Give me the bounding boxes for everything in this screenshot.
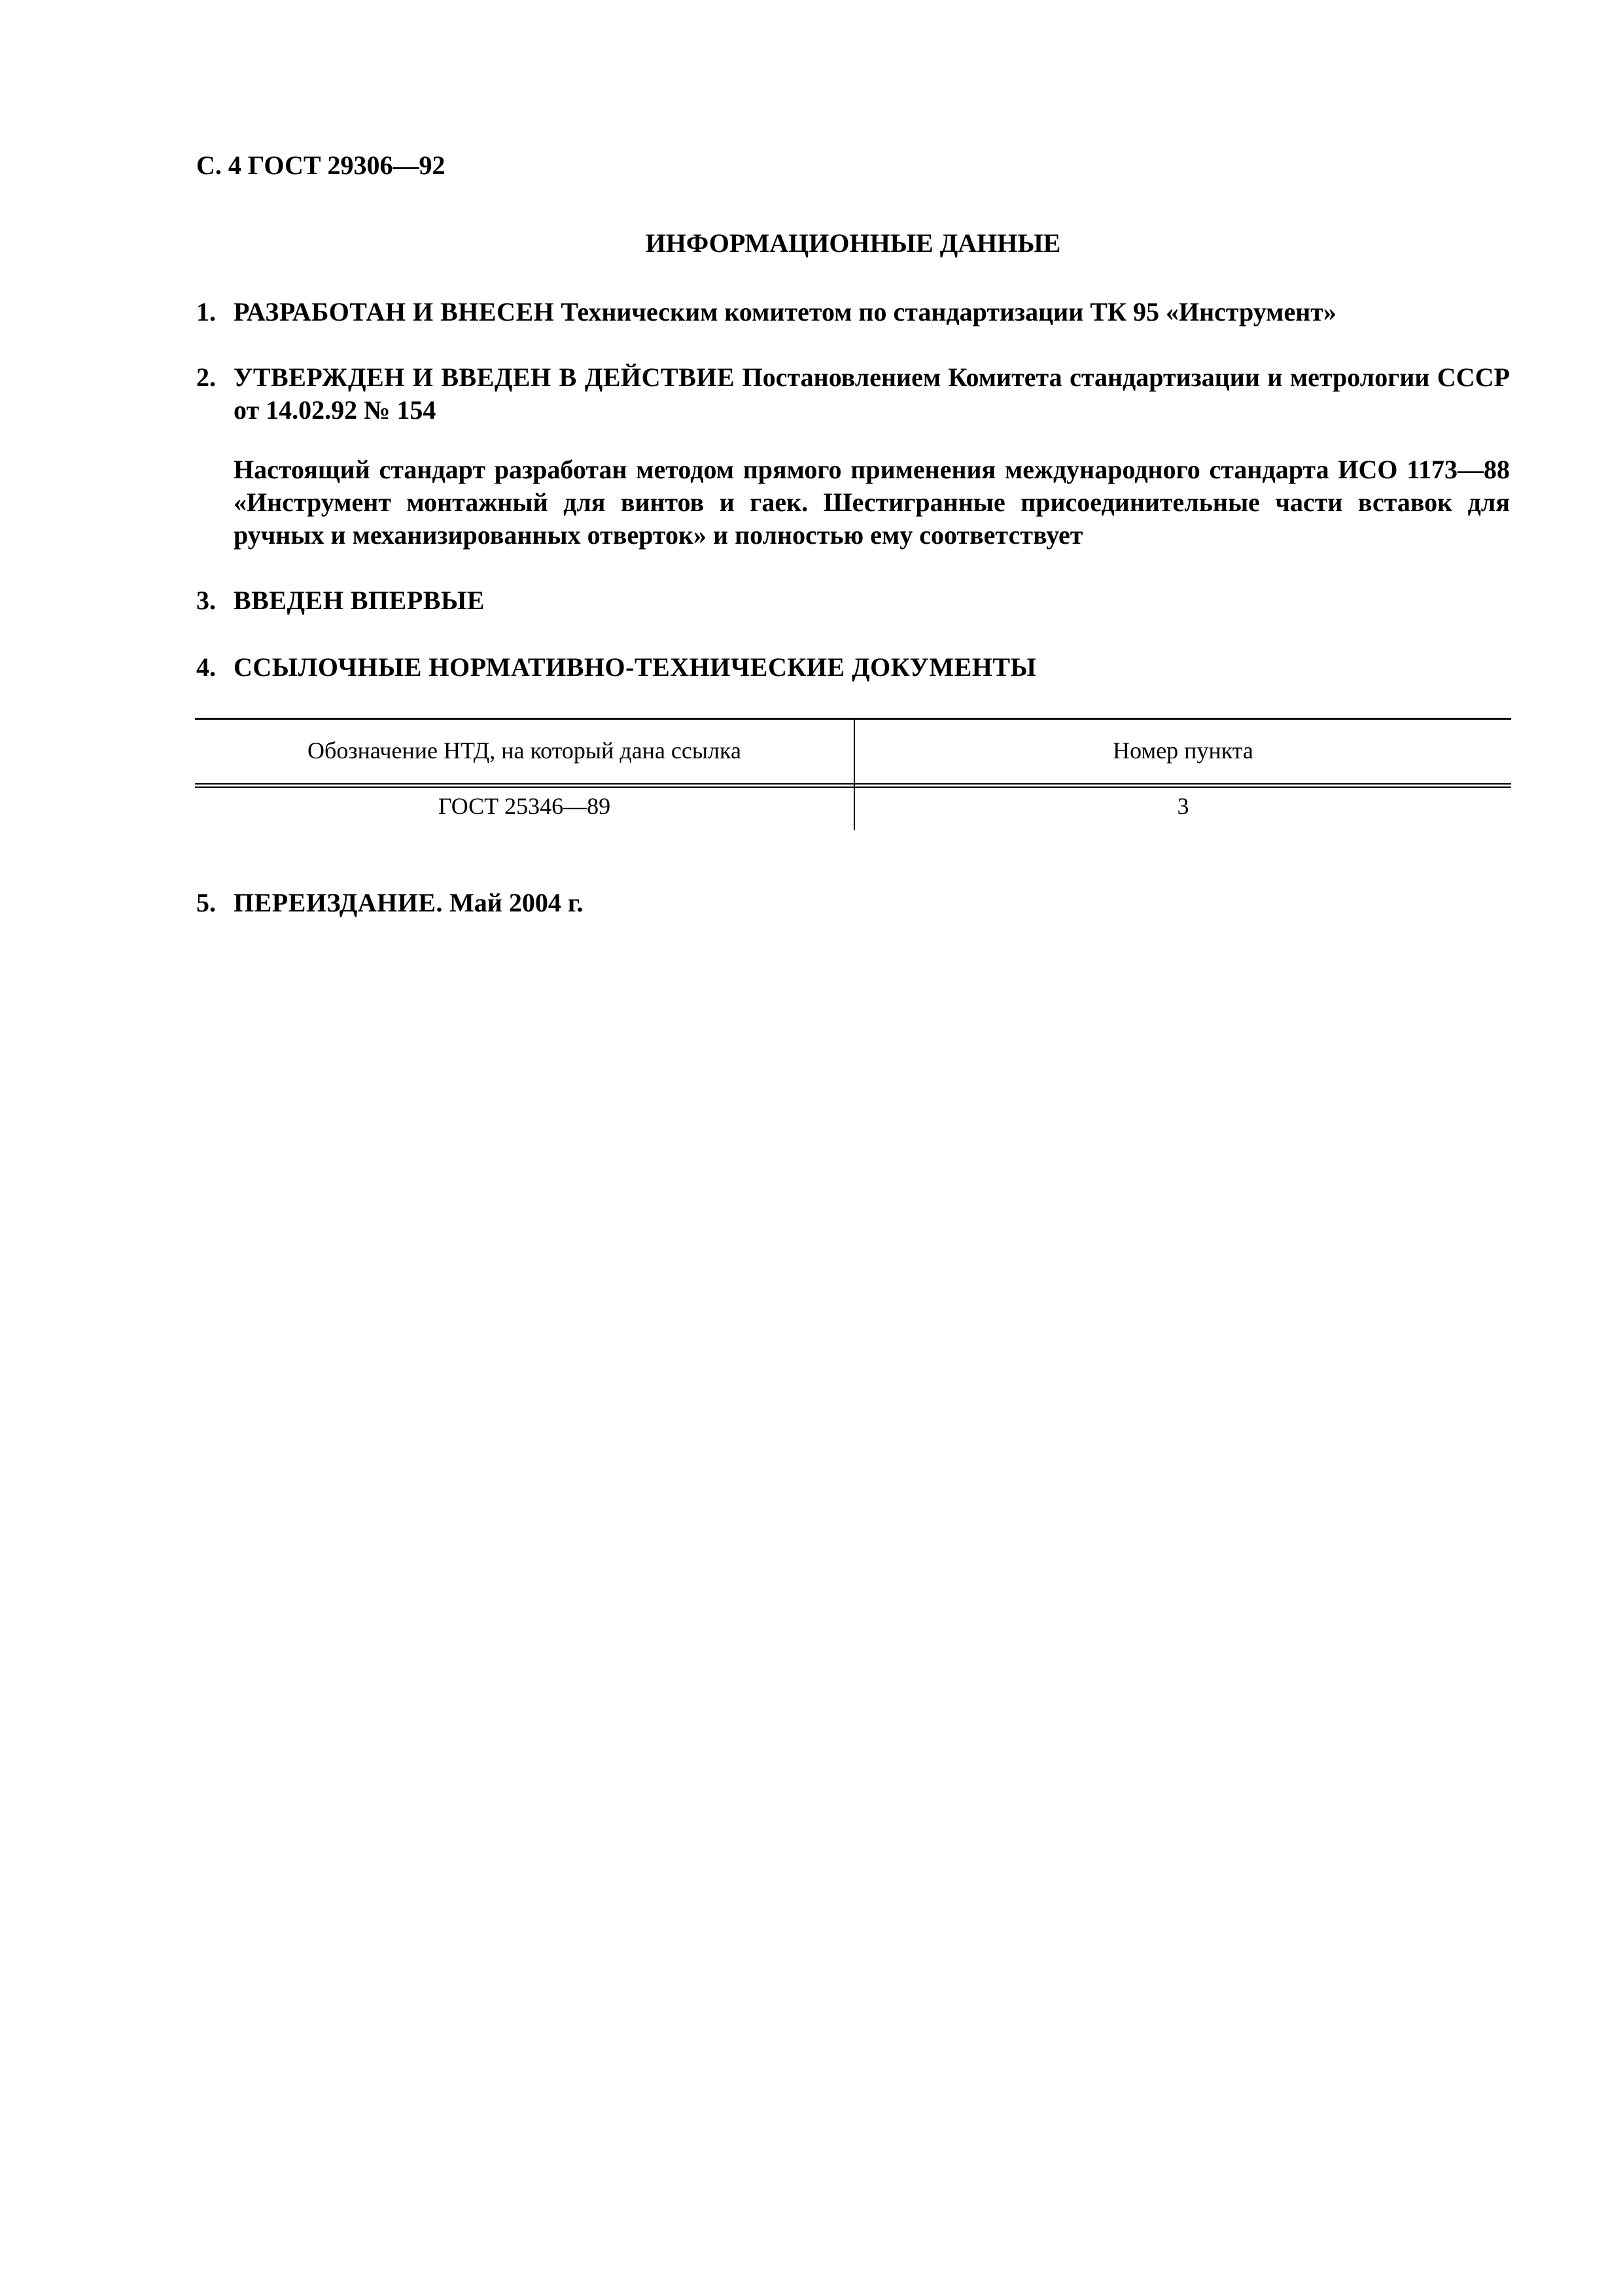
item-number: 3. — [196, 586, 216, 615]
table-header-designation: Обозначение НТД, на который дана ссылка — [307, 737, 741, 764]
item-number: 4. — [196, 652, 216, 682]
section-title: ИНФОРМАЦИОННЫЕ ДАННЫЕ — [645, 228, 1061, 258]
item-text: Техническим комитетом по стандартизации ТК 95 «Инструмент» — [561, 297, 1336, 327]
item-lead: ВВЕДЕН ВПЕРВЫЕ — [234, 586, 485, 615]
info-item-4 — [196, 651, 1510, 684]
info-item-1 — [196, 296, 1510, 328]
info-item-3 — [196, 584, 1510, 617]
item-body — [234, 361, 1510, 427]
item-number: 5. — [196, 888, 216, 917]
item-body — [234, 651, 1510, 684]
page-header: С. 4 ГОСТ 29306—92 — [196, 150, 445, 180]
item-text: Май 2004 г. — [449, 888, 584, 917]
item-lead: УТВЕРЖДЕН И ВВЕДЕН В ДЕЙСТВИЕ — [234, 362, 735, 392]
item-number: 2. — [196, 362, 216, 392]
table-top-rule — [195, 718, 1511, 720]
item-lead: РАЗРАБОТАН И ВНЕСЕН — [234, 297, 555, 327]
item-lead: ПЕРЕИЗДАНИЕ. — [234, 888, 444, 917]
table-header-rule — [195, 783, 1511, 788]
item-text: Постановлением Комитета стандартизации и метрологии СССР от 14.02.92 № 154 — [234, 362, 1510, 425]
info-item-5 — [196, 887, 1510, 919]
reference-documents-table — [195, 718, 1511, 830]
item-lead: ССЫЛОЧНЫЕ НОРМАТИВНО-ТЕХНИЧЕСКИЕ ДОКУМЕНТЫ — [234, 652, 1037, 682]
info-item-2 — [196, 361, 1510, 427]
table-header-clause-number: Номер пункта — [1113, 737, 1253, 764]
item-number: 1. — [196, 297, 216, 327]
item-body — [234, 296, 1510, 328]
item-body — [234, 584, 1510, 617]
standard-note-paragraph: Настоящий стандарт разработан методом прямого применения международного стандарта ИСО 1173—88 «Инструмент монтажный для винтов и гаек. Шестигранные присоединительные части вставок для ручных и механизированных отверток» и полностью ему соответствует — [234, 455, 1510, 550]
table-cell-designation: ГОСТ 25346—89 — [438, 793, 611, 819]
item-body — [234, 887, 1510, 919]
table-cell-clause-number: 3 — [1177, 793, 1189, 819]
